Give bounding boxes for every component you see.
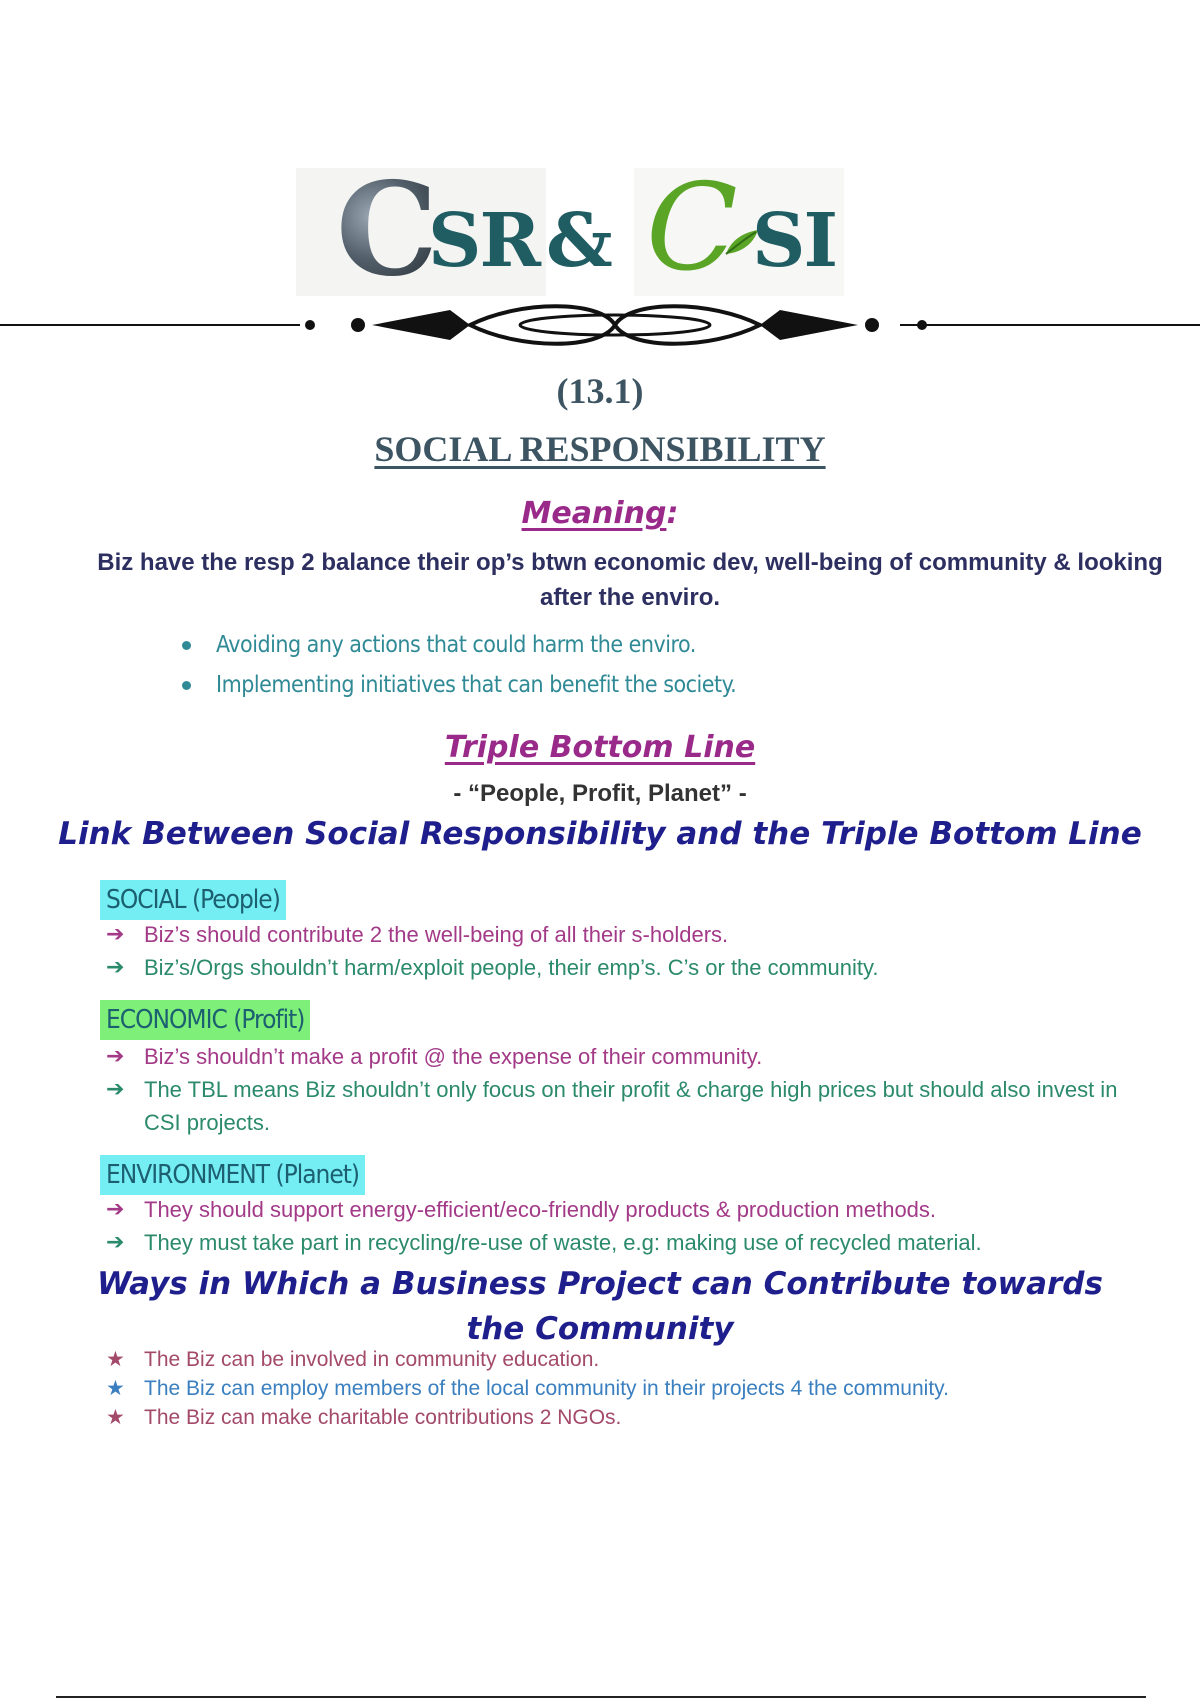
tbl-heading: Triple Bottom Line bbox=[444, 730, 756, 765]
page-title: SOCIAL RESPONSIBILITY bbox=[374, 429, 826, 469]
section-code: (13.1) bbox=[556, 371, 644, 411]
list-item bbox=[106, 1040, 1156, 1073]
list-item-text: The Biz can be involved in community education. bbox=[144, 1348, 600, 1371]
list-item bbox=[106, 1403, 1156, 1432]
list-item bbox=[106, 1193, 1156, 1226]
list-item-text: They must take part in recycling/re-use of waste, e.g: making use of recycled material. bbox=[144, 1230, 982, 1255]
arrow-icon: ➔ bbox=[106, 955, 125, 980]
list-item bbox=[106, 1374, 1156, 1403]
arrow-icon: ➔ bbox=[106, 922, 125, 947]
ways-heading: Ways in Which a Business Project can Contribute towards the Community bbox=[97, 1266, 1103, 1347]
logo-si-text: SI bbox=[752, 198, 837, 284]
list-item bbox=[106, 1226, 1156, 1259]
environment-list bbox=[106, 1193, 1156, 1259]
list-item bbox=[106, 1345, 1156, 1374]
link-heading: Link Between Social Responsibility and the Triple Bottom Line bbox=[58, 816, 1142, 852]
list-item: Implementing initiatives that can benefit the society. bbox=[180, 665, 736, 705]
logo-ampersand: & bbox=[546, 198, 613, 284]
meaning-heading-colon: : bbox=[666, 496, 679, 531]
csr-csi-logo bbox=[296, 155, 837, 305]
list-item-text: Biz’s/Orgs shouldn’t harm/exploit people, their emp’s. C’s or the community. bbox=[144, 955, 879, 980]
economic-tag: ECONOMIC (Profit) bbox=[100, 1000, 310, 1040]
logo-globe-c: C bbox=[336, 155, 438, 305]
list-item-text: Biz’s should contribute 2 the well-being of all their s-holders. bbox=[144, 922, 729, 947]
social-list bbox=[106, 918, 1156, 984]
logo-script-c: C bbox=[646, 159, 738, 298]
meaning-text: Biz have the resp 2 balance their op’s btwn economic dev, well-being of community & looking after the enviro. bbox=[97, 549, 1163, 611]
arrow-icon: ➔ bbox=[106, 1230, 125, 1255]
ornamental-divider bbox=[0, 300, 1200, 350]
arrow-icon: ➔ bbox=[106, 1197, 125, 1222]
tbl-subtitle: - “People, Profit, Planet” - bbox=[453, 780, 747, 807]
list-item-text: Biz’s shouldn’t make a profit @ the expense of their community. bbox=[144, 1044, 763, 1069]
list-item bbox=[106, 1073, 1156, 1139]
star-icon: ★ bbox=[106, 1347, 125, 1371]
social-tag: SOCIAL (People) bbox=[100, 880, 286, 920]
list-item-text: The Biz can employ members of the local community in their projects 4 the community. bbox=[144, 1377, 949, 1400]
arrow-icon: ➔ bbox=[106, 1077, 125, 1102]
logo-sr-text: SR bbox=[428, 198, 539, 284]
economic-list bbox=[106, 1040, 1156, 1139]
bottom-rule bbox=[56, 1696, 1146, 1698]
list-item: Avoiding any actions that could harm the enviro. bbox=[180, 625, 736, 665]
list-item bbox=[106, 951, 1156, 984]
star-icon: ★ bbox=[106, 1376, 125, 1400]
meaning-heading bbox=[0, 496, 1200, 531]
meaning-heading-text: Meaning bbox=[521, 496, 667, 531]
ways-list bbox=[106, 1345, 1156, 1432]
arrow-icon: ➔ bbox=[106, 1044, 125, 1069]
environment-tag: ENVIRONMENT (Planet) bbox=[100, 1155, 365, 1195]
star-icon: ★ bbox=[106, 1405, 125, 1429]
meaning-bullet-list bbox=[180, 625, 736, 705]
list-item-text: The Biz can make charitable contributions 2 NGOs. bbox=[144, 1406, 622, 1429]
list-item-text: The TBL means Biz shouldn’t only focus on their profit & charge high prices but should also invest in CSI projects. bbox=[144, 1077, 1118, 1135]
list-item bbox=[106, 918, 1156, 951]
list-item-text: They should support energy-efficient/eco-friendly products & production methods. bbox=[144, 1197, 937, 1222]
